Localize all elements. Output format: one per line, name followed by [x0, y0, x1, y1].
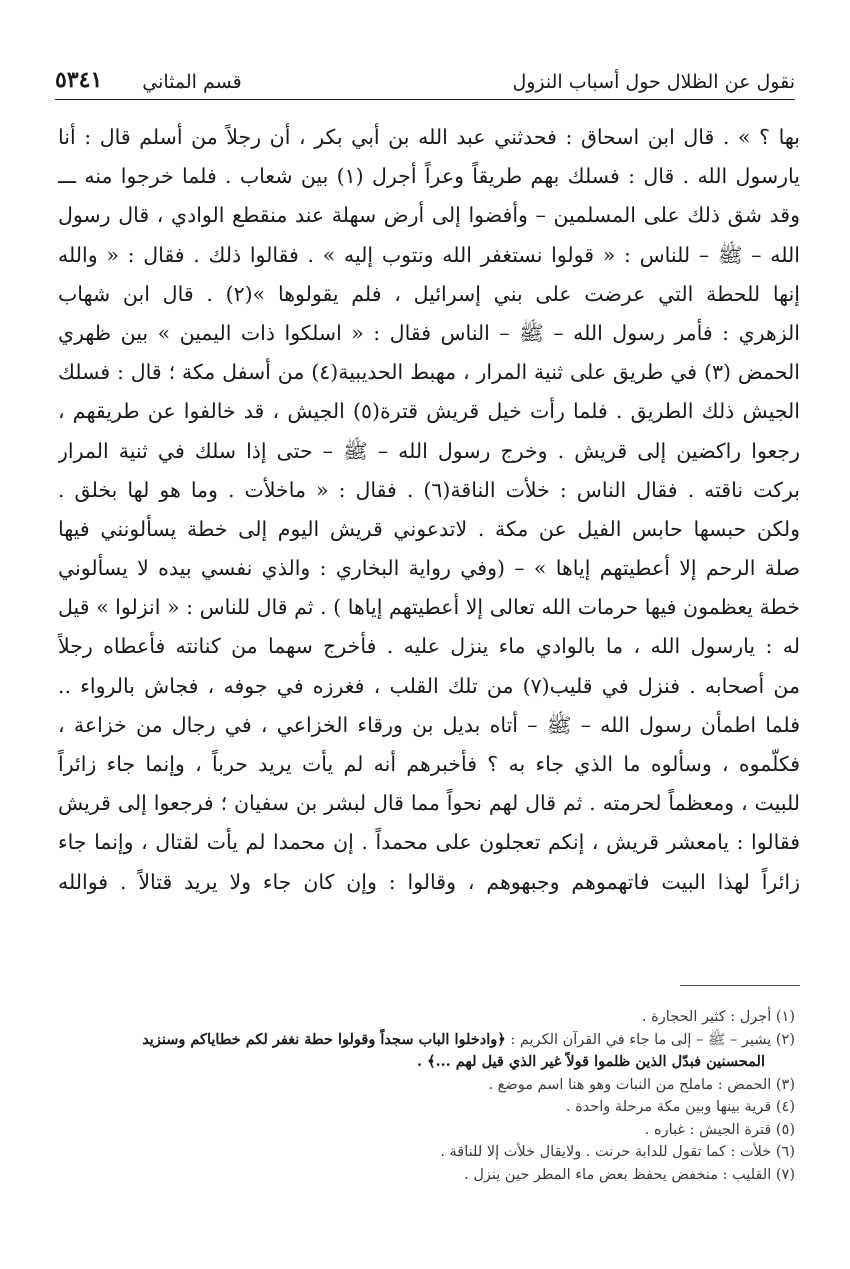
page-header — [55, 52, 795, 100]
text-line: للبيت ، ومعظماً لحرمته . ثم قال لهم نحواً مما قال لبشر بن سفيان ؛ فرجعوا إلى قريش — [58, 791, 800, 816]
footnote-2-text: (٢) يشير – ﷺ – إلى ما جاء في القرآن الكريم : — [505, 1031, 795, 1048]
footnote-5: (٥) قترة الجيش : غباره . — [644, 1121, 795, 1138]
text-line: الجيش ذلك الطريق . فلما رأت خيل قريش قترة(٥) الجيش ، قد خالفوا عن طريقهم ، — [58, 399, 800, 424]
text-line: فقالوا : يامعشر قريش ، إنكم تعجلون على محمداً . إن محمدا لم يأت لقتال ، وإنما جاء — [58, 830, 800, 855]
quran-quote: ﴿وادخلوا الباب سجداً وقولوا حطة نغفر لكم خطاياكم وسنزيد — [142, 1030, 506, 1048]
text-line: له : يارسول الله ، ما بالوادي ماء ينزل عليه . فأخرج سهما من كنانته فأعطاه رجلاً — [58, 634, 800, 659]
text-line: إنها للحطة التي عرضت على بني إسرائيل ، فلم يقولوها »(٢) . قال ابن شهاب — [58, 281, 800, 306]
text-line: من أصحابه . فنزل في قليب(٧) من تلك القلب ، فغرزه في جوفه ، فجاش بالرواء .. — [58, 673, 800, 698]
footnotes — [55, 1006, 795, 1186]
text-line: ولكن حبسها حابس الفيل عن مكة . لاتدعوني قريش اليوم إلى خطة يسألونني فيها — [58, 516, 800, 541]
text-line: الله – ﷺ – للناس : « قولوا نستغفر الله ونتوب إليه » . فقالوا ذلك . فقال : « والله — [58, 242, 800, 267]
text-line: يارسول الله . قال : فسلك بهم طريقاً وعراً أجرل (١) بين شعاب . فلما خرجوا منه ـــ — [58, 164, 800, 189]
running-title: نقول عن الظلال حول أسباب النزول — [512, 71, 795, 93]
footnote-separator — [680, 985, 800, 986]
text-line: خطة يعظمون فيها حرمات الله تعالى إلا أعطيتهم إياها ) . ثم قال للناس : « انزلوا » قيل — [58, 595, 800, 620]
text-line: وقد شق ذلك على المسلمين – وأفضوا إلى أرض سهلة عند منقطع الوادي ، قال رسول — [58, 203, 800, 228]
section-label: قسم المثاني — [142, 71, 242, 93]
footnote-7: (٧) القليب : منخفض يحفظ بعض ماء المطر حين ينزل . — [464, 1166, 795, 1183]
text-line: بها ؟ » . قال ابن اسحاق : فحدثني عبد الله بن أبي بكر ، أن رجلاً من أسلم قال : أنا — [58, 125, 800, 149]
text-line: الزهري : فأمر رسول الله – ﷺ – الناس فقال : « اسلكوا ذات اليمين » بين ظهري — [58, 320, 800, 345]
footnote-4: (٤) قرية بينها وبين مكة مرحلة واحدة . — [565, 1099, 795, 1115]
text-line: الحمض (٣) في طريق على ثنية المرار ، مهبط الحديبية(٤) من أسفل مكة ؛ قال : فسلك — [58, 360, 800, 385]
text-line: زائراً لهذا البيت فاتهموهم وجبهوهم ، وقالوا : وإن كان جاء ولا يريد قتالاً . فوالله — [58, 869, 800, 894]
page-number: ٥٣٤١ — [55, 67, 103, 93]
footnote-3: (٣) الحمض : ماملح من النبات وهو هنا اسم موضع . — [488, 1076, 795, 1093]
text-line: رجعوا راكضين إلى قريش . وخرج رسول الله – ﷺ – حتى إذا سلك في ثنية المرار — [58, 438, 800, 463]
text-line: فلما اطمأن رسول الله – ﷺ – أتاه بديل بن ورقاء الخزاعي ، في رجال من خزاعة ، — [58, 712, 800, 737]
footnote-2 — [55, 1029, 795, 1052]
text-line: صلة الرحم إلا أعطيتهم إياها » – (وفي رواية البخاري : والذي نفسي بيده لا يسألوني — [58, 556, 800, 581]
text-line: فكلّموه ، وسألوه ما الذي جاء به ؟ فأخبرهم أنه لم يأت يريد حرباً ، وإنما جاء زائراً — [58, 752, 800, 776]
text-line: بركت ناقته . فقال الناس : خلأت الناقة(٦) . فقال : « ماخلأت . وما هو لها بخلق . — [58, 477, 800, 502]
footnote-1: (١) أجرل : كثير الحجارة . — [641, 1009, 795, 1025]
header-left-group — [55, 67, 242, 93]
main-text — [58, 118, 800, 902]
footnote-6: (٦) خلأت : كما تقول للدابة حرنت . ولايقال خلأت إلا للناقة . — [440, 1144, 795, 1160]
footnote-2-continuation: المحسنين فبدّل الذين ظلموا قولاً غير الذي قيل لهم ...﴾ . — [416, 1053, 765, 1070]
